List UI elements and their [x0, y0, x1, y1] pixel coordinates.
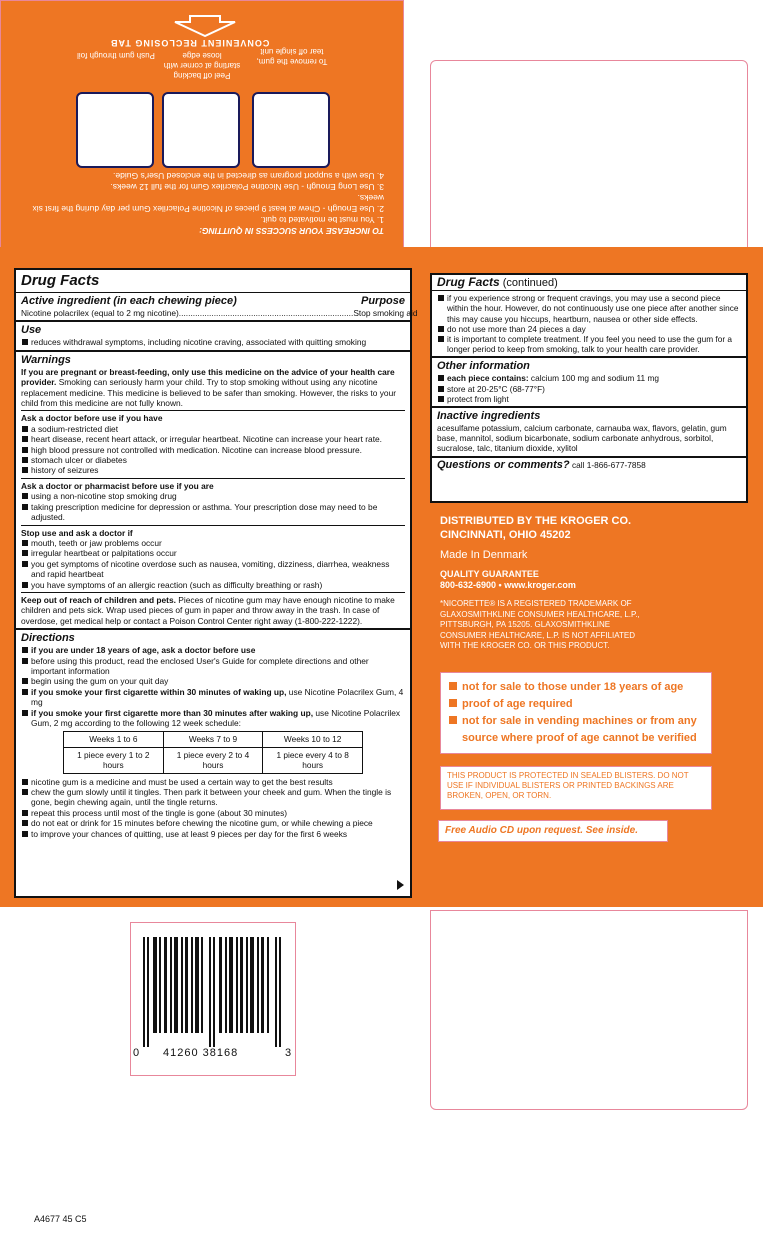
barcode: 0 41260 38168 3 [130, 922, 296, 1076]
step-tear: To remove the gum, tear off single unit [256, 47, 328, 66]
continue-arrow-icon [397, 880, 404, 890]
step-peel: Peel off backing starting at corner with loose edge [163, 51, 241, 80]
top-flap [0, 0, 404, 250]
distributor-info: DISTRIBUTED BY THE KROGER CO. CINCINNATI, OHIO 45202 Made In Denmark QUALITY GUARANTEE 800-632-6900 • www.kroger.com *NICORETTE® IS A REGISTERED TRADEMARK OF GLAXOSMITHKLINE CONSUMER HEALTHCARE, L.P., PITTSBURGH, PA 15205. GLAXOSMITHKLINE CONSUMER HEALTHCARE, L.P. IS NOT AFFILIATED WITH THE KROGER CO. OR THIS PRODUCT. [440, 515, 640, 650]
tear-unit-icon [252, 92, 330, 168]
dosing-schedule-table: Weeks 1 to 6 Weeks 7 to 9 Weeks 10 to 12 1 piece every 1 to 2 hours 1 piece every 2 to 4 hours 1 piece every 4 to 8 hours [63, 731, 363, 773]
push-gum-icon [76, 92, 154, 168]
reclosing-tab-label: CONVENIENT RECLOSING TAB [110, 38, 270, 48]
sealed-blister-warning: THIS PRODUCT IS PROTECTED IN SEALED BLISTERS. DO NOT USE IF INDIVIDUAL BLISTERS OR PRINTED BACKINGS ARE BROKEN, OPEN, OR TORN. [440, 766, 712, 810]
barcode-bars-icon [143, 937, 283, 1047]
bottom-side-flap-outline [430, 910, 748, 1110]
audio-cd-offer: Free Audio CD upon request. See inside. [438, 820, 668, 842]
drug-facts-panel: Drug Facts Active ingredient (in each chewing piece) Purpose Nicotine polacrilex (equal to 2 mg nicotine)........................................................................... Stop smoking aid Use reduces withdrawal symptoms, including nicotine craving, associated with quitting smoking Warnings If you are pregnant or breast-feeding, only use this medicine on the advice of your health care provider. Smoking can seriously harm your child. Try to stop smoking without using any nicotine replacement medicine. This medicine is believed to be safer than smoking. However, the risks to your child from this medicine are not fully known. Ask a doctor before use if you have a sodium-restricted diet heart disease, recent heart attack, or irregular heartbeat. Nicotine can increase your heart rate. high blood pressure not controlled with medication. Nicotine can increase blood pressure. stomach ulcer or diabetes history of seizures Ask a doctor or pharmacist before use if you are using a non-nicotine stop smoking drug taking prescription medicine for depression or asthma. Your prescription dose may need to be adjusted. Stop use and ask a doctor if mouth, teeth or jaw problems occur irregular heartbeat or palpitations occur you get symptoms of nicotine overdose such as nausea, vomiting, dizziness, diarrhea, weakness and rapid heartbeat you have symptoms of an allergic reaction (such as difficulty breathing or rash) Keep out of reach of children and pets. Pieces of nicotine gum may have enough nicotine to make children and pets sick. Wrap used pieces of gum in paper and throw away in the trash. In case of overdose, get medical help or contact a Poison Control Center right away (1-800-222-1222). Directions if you are under 18 years of age, ask a doctor before use before using this product, read the enclosed User's Guide for complete directions and other important information begin using the gum on your quit day if you smoke your first cigarette within 30 minutes of waking up, use Nicotine Polacrilex Gum, 4 mg if you smoke your first cigarette more than 30 minutes after waking up, use Nicotine Polacrilex Gum, 2 mg according to the following 12 week schedule: Weeks 1 to 6 Weeks 7 to 9 Weeks 10 to 12 1 piece every 1 to 2 hours 1 piece every 2 to 4 hours 1 piece every 4 to 8 hours nicotine gum is a medicine and must be used a certain way to get the best results chew the gum slowly until it tingles. Then park it between your cheek and gum. When the tingle is gone, begin chewing again, until the tingle returns. repeat this process until most of the tingle is gone (about 30 minutes) do not eat or drink for 15 minutes before chewing the nicotine gum, or while chewing a piece to improve your chances of quitting, use at least 9 pieces per day for the first 6 weeks [14, 268, 412, 898]
quit-tips: TO INCREASE YOUR SUCCESS IN QUITTING: 1. You must be motivated to quit. 2. Use Enough - Chew at least 9 pieces of Nicotine Polacrilex Gum per day during the first six weeks. 3. Use Long Enough - Use Nicotine Polacrilex Gum for the full 12 weeks. 4. Use with a support program as directed in the enclosed User's Guide. [32, 171, 384, 236]
arrow-up-icon [170, 14, 240, 38]
age-warning-box: not for sale to those under 18 years of age proof of age required not for sale in vending machines or from any source where proof of age cannot be verified [440, 672, 712, 754]
part-number: A4677 45 C5 [34, 1214, 87, 1224]
side-flap-outline [430, 60, 748, 250]
drug-facts-continued-panel: Drug Facts (continued) if you experience strong or frequent cravings, you may use a second piece within the hour. However, do not continuously use one piece after another since this may cause you hiccups, heartburn, nausea or other side effects. do not use more than 24 pieces a day it is important to complete treatment. If you feel you need to use the gum for a longer period to keep from smoking, talk to your health care provider. Other information each piece contains: calcium 100 mg and sodium 11 mg store at 20-25°C (68-77°F) protect from light Inactive ingredients acesulfame potassium, calcium carbonate, carnauba wax, flavors, gelatin, gum base, mannitol, sodium bicarbonate, sodium carbonate anhydrous, sorbitol, sucralose, talc, titanium dioxide, xylitol Questions or comments? call 1-866-677-7858 [430, 273, 748, 503]
drug-facts-title: Drug Facts [21, 272, 100, 289]
step-push: Push gum through foil [77, 51, 155, 60]
peel-backing-icon [162, 92, 240, 168]
